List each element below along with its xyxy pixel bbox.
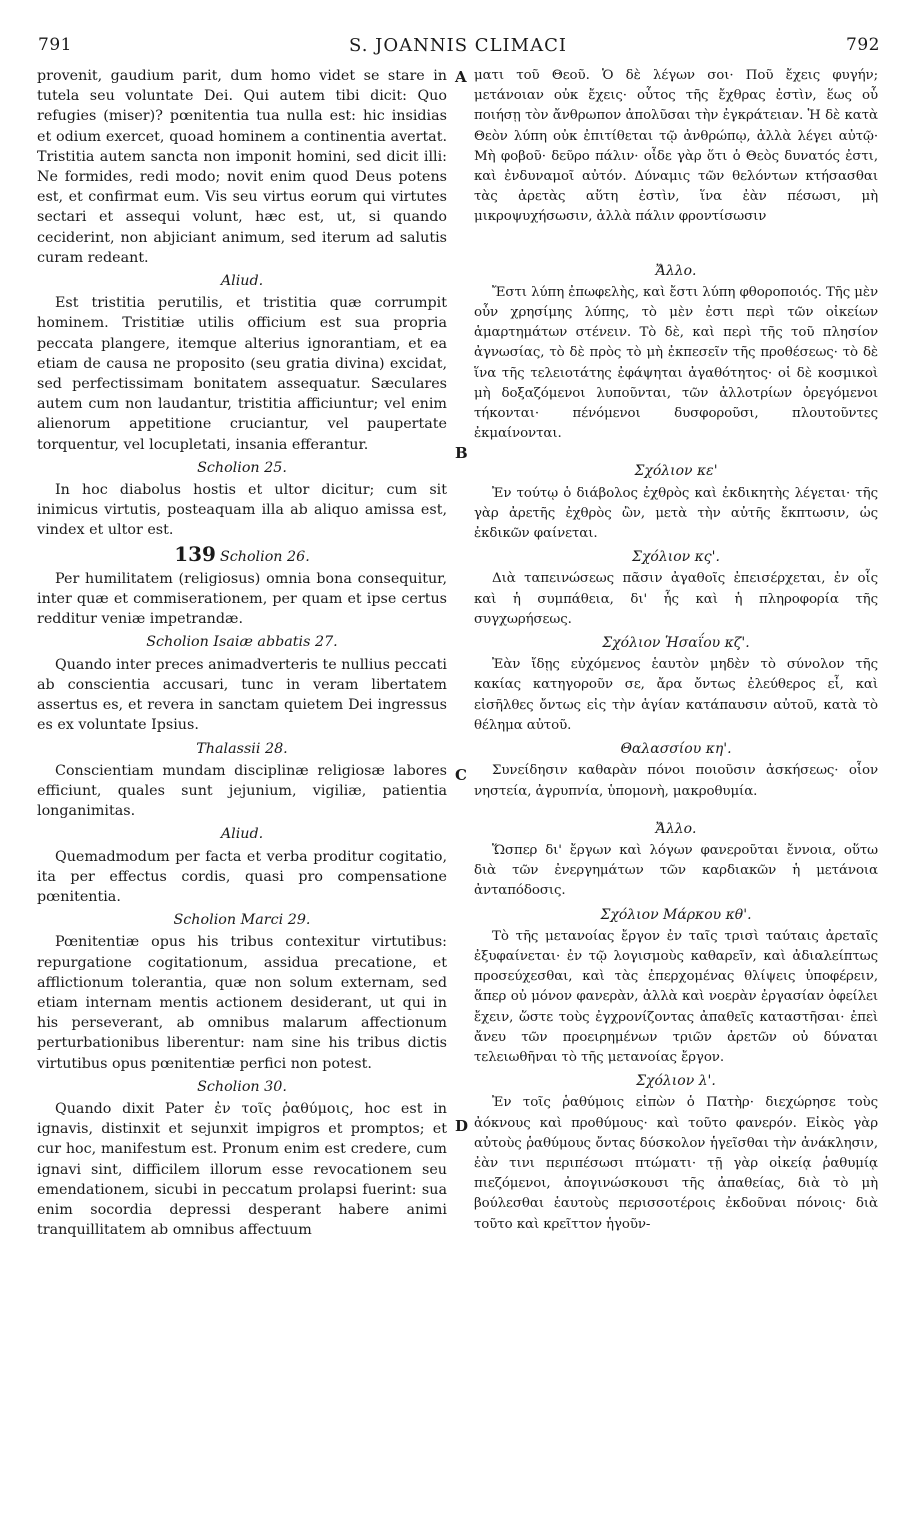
- latin-heading: Aliud.: [220, 826, 264, 843]
- latin-paragraph: provenit, gaudium parit, dum homo videt se stare in tutela seu voluntate Dei. Qui autem tibi dicit: Quo refugies (miser)? pœnitentia tua nulla est: hic insidias et odium exercet, quoad hominem a continentia avertat. Tristitia autem sancta non imponit homini, sed dicit illi: Ne formides, redi modo; novit enim quod Deus potens est, et confirmat eum. Vis seu virtus eorum qui virtutes sectari et assequi volunt, hæc est, ut, si quando ceciderint, non abjiciant animum, sed iterum ad salutis curam redeant.: [37, 68, 447, 266]
- greek-paragraph: Διὰ ταπεινώσεως πᾶσιν ἀγαθοῖς ἐπεισέρχεται, ἐν οἷς καὶ ἡ συμπάθεια, δι' ἧς καὶ ἡ πληροφορία τῆς συγχωρήσεως.: [474, 571, 878, 627]
- latin-paragraph: Est tristitia perutilis, et tristitia quæ corrumpit hominem. Tristitiæ utilis officium est sua propria peccata plangere, itemque alterius ignorantiam, et ea etiam de causa ne proposito (seu gratia divina) excidat, sed perfectissimam bonitatem assequatur. Sæculares autem cum non laudantur, tristitia afficiuntur; vel enim alienorum appetitione cruciantur, vel paupertate torquentur, vel locupletati, insania efferantur.: [37, 295, 447, 453]
- latin-heading: Scholion Isaiæ abbatis 27.: [146, 634, 338, 651]
- latin-heading: Scholion Marci 29.: [173, 912, 311, 929]
- margin-letter-a: A: [455, 68, 467, 86]
- greek-heading: Θαλασσίου κη'.: [620, 741, 732, 758]
- greek-heading: Σχόλιον λ'.: [636, 1073, 716, 1090]
- greek-heading: Σχόλιον Ἡσαΐου κζ'.: [602, 635, 750, 652]
- latin-heading: Aliud.: [220, 273, 264, 290]
- greek-paragraph: Συνείδησιν καθαρὰν πόνοι ποιοῦσιν ἀσκήσεως· οἷον νηστεία, ἀγρυπνία, ὑπομονὴ, μακροθυμία.: [474, 763, 878, 799]
- latin-paragraph: In hoc diabolus hostis et ultor dicitur; cum sit inimicus virtutis, posteaquam illa ab aliquo amissa est, vindex et ultor est.: [37, 482, 447, 539]
- page-number-right: 792: [846, 35, 880, 55]
- page-number-left: 791: [38, 35, 72, 55]
- greek-paragraph: Ἐν τοῖς ῥαθύμοις εἰπὼν ὁ Πατὴρ· διεχώρησε τοὺς ἀόκνους καὶ προθύμους· καὶ τοῦτο φανερόν. Εἰκὸς γὰρ αὐτοὺς ῥαθύμους ὄντας δύσκολον ἡγεῖσθαι τὴν ἀνάκλησιν, ἐὰν τινι περιπέσωσι πτώματι· τῇ γὰρ οἰκείᾳ ῥαθυμίᾳ πιεζόμενοι, ἀπογινώσκουσι τῆς ἀπαθείας, διὰ τὸ μὴ βούλεσθαι ἑαυτοὺς περισσοτέροις ἐκδοῦναι πόνοις· διὰ τοῦτο καὶ κρεῖττον ἡγοῦν-: [474, 1095, 878, 1232]
- latin-paragraph: Quando inter preces animadverteris te nullius peccati ab conscientia accusari, tunc in veram libertatem assertus es, et revera in sanctam quietem Dei ingressus es ex voluntate Ipsius.: [37, 656, 447, 734]
- latin-paragraph: Quemadmodum per facta et verba proditur cogitatio, ita per effectus cordis, quasi pro compensatione pœnitentia.: [37, 848, 447, 905]
- running-title: S. JOANNIS CLIMACI: [349, 35, 567, 56]
- latin-paragraph: Per humilitatem (religiosus) omnia bona consequitur, inter quæ et commiserationem, per quam et ipse certus redditur veniæ impetrandæ.: [37, 570, 447, 628]
- margin-letter-b: B: [455, 444, 468, 462]
- greek-heading: Σχόλιον κς'.: [632, 549, 720, 566]
- latin-heading-with-page-ref: [37, 541, 447, 567]
- latin-heading: Thalassii 28.: [196, 740, 288, 757]
- margin-letter-c: C: [455, 766, 467, 784]
- greek-paragraph: ματι τοῦ Θεοῦ. Ὁ δὲ λέγων σοι· Ποῦ ἔχεις φυγήν; μετάνοιαν οὐκ ἔχεις· οὗτος τῆς ἔχθρας ἐστὶν, ἕως οὗ ποιήσῃ τὸν ἄνθρωπον ἀπολῦσαι τὴν ἐγκράτειαν. Ἡ δὲ κατὰ Θεὸν λύπη οὐκ ἐπιτίθεται τῷ ἀνθρώπῳ, ἀλλὰ λέγει αὐτῷ· Μὴ φοβοῦ· δεῦρο πάλιν· οἶδε γὰρ ὅτι ὁ Θεὸς δυνατός ἐστι, καὶ ἐνδυναμοῖ αὐτόν. Δύναμις τῶν θελόντων κτήσασθαι τὰς ἀρετὰς αὕτη ἐστὶν, ἵνα ἐὰν πέσωσι, μὴ μικροψυχήσωσιν, ἀλλὰ πάλιν φροντίσωσιν: [474, 68, 878, 225]
- margin-letter-d: D: [455, 1117, 469, 1135]
- latin-column: [37, 66, 447, 1240]
- greek-paragraph: Ἐν τούτῳ ὁ διάβολος ἐχθρὸς καὶ ἐκδικητὴς λέγεται· τῆς γὰρ ἀρετῆς ἐχθρὸς ὢν, μετὰ τὴν αὐτῆς ἔκπτωσιν, ὡς ἐκδικῶν φαίνεται.: [474, 485, 878, 542]
- greek-heading: Ἄλλο.: [655, 820, 697, 837]
- latin-heading: Scholion 25.: [197, 459, 287, 476]
- latin-heading: Scholion 30.: [197, 1078, 287, 1095]
- greek-paragraph: Ἐὰν ἴδῃς εὐχόμενος ἑαυτὸν μηδὲν τὸ σύνολον τῆς κακίας κατηγοροῦν σε, ἄρα ὄντως ἐλεύθερος εἶ, καὶ εἰσῆλθες ὄντως εἰς τὴν ἁγίαν κατάπαυσιν αὐτοῦ, κατὰ τὸ θέλημα αὐτοῦ.: [474, 657, 878, 733]
- latin-heading: Scholion 26.: [219, 548, 310, 565]
- greek-heading: Σχόλιον Μάρκου κθ'.: [600, 906, 752, 923]
- greek-paragraph: Τὸ τῆς μετανοίας ἔργον ἐν ταῖς τρισὶ ταύταις ἀρεταῖς ἐξυφαίνεται· ἐν τῷ λογισμοὺς καθαρεῖν, καὶ ἀδιαλείπτως προσεύχεσθαι, καὶ τὰς ἐπερχομένας θλίψεις ὑποφέρειν, ἅπερ οὐ μόνον φανερὰν, ἀλλὰ καὶ νοερὰν ἐργασίαν ὀφείλει ἔχειν, ὥστε τοὺς ἐγχρονίζοντας ἀπαθεῖς καταστῆσαι· ἐπεὶ ἄνευ τῶν προειρημένων τριῶν ἀρετῶν οὐ δύναται τελειωθῆναι τὸ τῆς μετανοίας ἔργον.: [474, 928, 878, 1065]
- greek-heading: Σχόλιον κε': [634, 463, 718, 480]
- original-page-reference: 139: [174, 541, 216, 566]
- latin-paragraph: Quando dixit Pater ἐν τοῖς ῥαθύμοις, hoc est in ignavis, distinxit et sejunxit impigros et promptos; et cur hoc, manifestum est. Pronum enim est credere, cum ignavi sint, difficilem illorum esse revocationem seu emendationem, sicubi in peccatum prolapsi fuerint: sua enim socordia depressi desperant habere animi tranquillitatem ab omnibus affectuum: [37, 1100, 447, 1239]
- greek-paragraph: Ὥσπερ δι' ἔργων καὶ λόγων φανεροῦται ἔννοια, οὕτω διὰ τῶν ἐνεργημάτων τῶν καρδιακῶν ἡ μετάνοια ἀνταπόδοσις.: [474, 842, 878, 899]
- greek-paragraph: Ἔστι λύπη ἐπωφελὴς, καὶ ἔστι λύπη φθοροποιός. Τῆς μὲν οὖν χρησίμης λύπης, τὸ μὲν ἐστι περὶ τῶν οἰκείων ἁμαρτημάτων στένειν. Τὸ δὲ, καὶ περὶ τῆς τοῦ πλησίον ἀγνωσίας, τὸ δὲ πρὸς τὸ μὴ ἐκπεσεῖν τῆς προθέσεως· τὸ δὲ ἵνα τῆς τελειοτάτης ἐφάψηται ἀγαθότητος· οἱ δὲ κοσμικοὶ μὴ δοξαζόμενοι λυποῦνται, τῶν ἀλλοτρίων ὀρεγόμενοι τήκονται· πένόμενοι δυσφοροῦσι, πλουτοῦντες ἐκμαίνονται.: [474, 284, 878, 442]
- latin-paragraph: Pœnitentiæ opus his tribus contexitur virtutibus: repurgatione cogitationum, assidua precatione, et afflictionum tolerantia, quæ non solum externam, sed etiam internam mentis actionem desiderant, ut qui in his perseverant, ab omnibus malarum affectionum perturbationibus liberentur: nam sine his tribus dictis virtutibus opus pœnitentiæ perfici non potest.: [37, 934, 447, 1072]
- greek-column: [474, 66, 878, 1235]
- greek-heading: Ἄλλο.: [655, 262, 697, 279]
- latin-paragraph: Conscientiam mundam disciplinæ religiosæ labores efficiunt, quales sunt jejunium, vigiliæ, patientia longanimitas.: [37, 762, 447, 820]
